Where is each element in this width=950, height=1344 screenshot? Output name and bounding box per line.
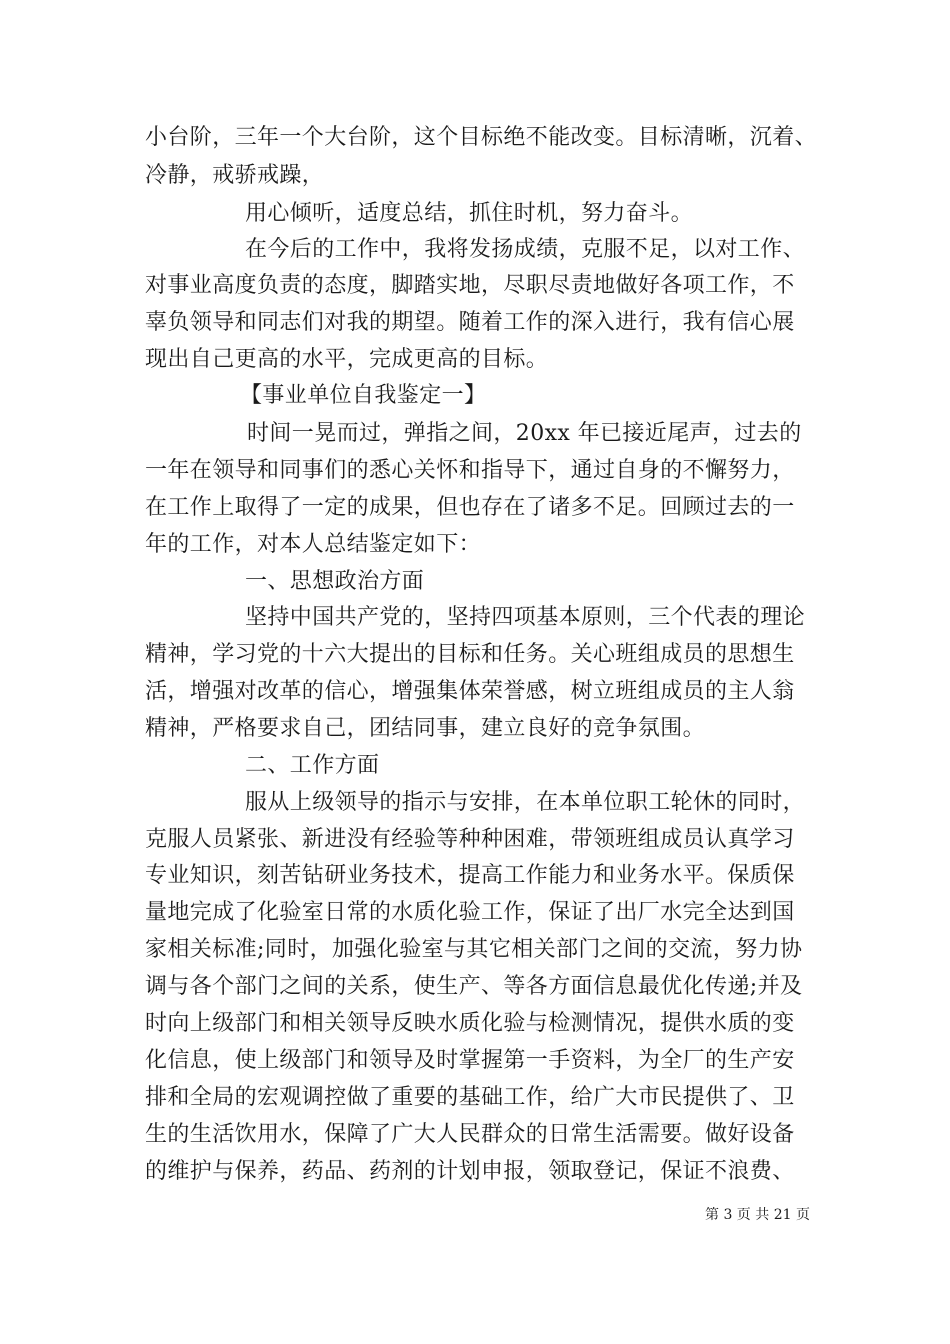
page-number-footer: 第 3 页 共 21 页 [705, 1207, 810, 1223]
text-line: 调与各个部门之间的关系，使生产、等各方面信息最优化传递;并及 [145, 974, 803, 999]
text-line: 家相关标准;同时，加强化验室与其它相关部门之间的交流，努力协 [145, 937, 803, 962]
text-line: 专业知识，刻苦钻研业务技术，提高工作能力和业务水平。保质保 [145, 863, 795, 888]
text-line: 现出自己更高的水平，完成更高的目标。 [145, 347, 549, 372]
text-line: 的维护与保养，药品、药剂的计划申报，领取登记，保证不浪费、 [145, 1159, 795, 1184]
text-line: 精神，严格要求自己，团结同事，建立良好的竞争氛围。 [145, 716, 706, 741]
text-line: 精神，学习党的十六大提出的目标和任务。关心班组成员的思想生 [145, 642, 795, 667]
text-line: 小台阶，三年一个大台阶，这个目标绝不能改变。目标清晰，沉着、 [145, 125, 818, 150]
section-heading: 【事业单位自我鉴定一】 [240, 383, 487, 408]
text-line: 生的生活饮用水，保障了广大人民群众的日常生活需要。做好设备 [145, 1122, 795, 1147]
text-line: 量地完成了化验室日常的水质化验工作，保证了出厂水完全达到国 [145, 900, 795, 925]
text-line: 年的工作，对本人总结鉴定如下： [145, 532, 482, 557]
text-line: 活，增强对改革的信心，增强集体荣誉感，树立班组成员的主人翁 [145, 679, 795, 704]
text-line: 服从上级领导的指示与安排，在本单位职工轮休的同时， [245, 790, 806, 815]
text-line: 在工作上取得了一定的成果，但也存在了诸多不足。回顾过去的一 [145, 495, 795, 520]
subsection-heading: 一、思想政治方面 [245, 569, 425, 594]
text-line: 在今后的工作中，我将发扬成绩，克服不足，以对工作、 [245, 237, 806, 262]
text-line: 冷静，戒骄戒躁， [145, 163, 325, 188]
text-line: 排和全局的宏观调控做了重要的基础工作，给广大市民提供了、卫 [145, 1085, 795, 1110]
text-line: 时向上级部门和相关领导反映水质化验与检测情况，提供水质的变 [145, 1011, 795, 1036]
text-line: 克服人员紧张、新进没有经验等种种困难，带领班组成员认真学习 [145, 827, 795, 852]
text-line: 一年在领导和同事们的悉心关怀和指导下，通过自身的不懈努力， [145, 458, 795, 483]
text-line: 时间一晃而过，弹指之间，20xx 年已接近尾声，过去的 [247, 421, 802, 446]
text-line: 坚持中国共产党的，坚持四项基本原则，三个代表的理论 [245, 605, 806, 630]
text-line: 辜负领导和同志们对我的期望。随着工作的深入进行，我有信心展 [145, 310, 795, 335]
text-line: 化信息，使上级部门和领导及时掌握第一手资料，为全厂的生产安 [145, 1048, 795, 1073]
subsection-heading: 二、工作方面 [245, 753, 380, 778]
text-line: 对事业高度负责的态度，脚踏实地，尽职尽责地做好各项工作，不 [145, 273, 795, 298]
text-line: 用心倾听，适度总结，抓住时机，努力奋斗。 [245, 201, 694, 226]
